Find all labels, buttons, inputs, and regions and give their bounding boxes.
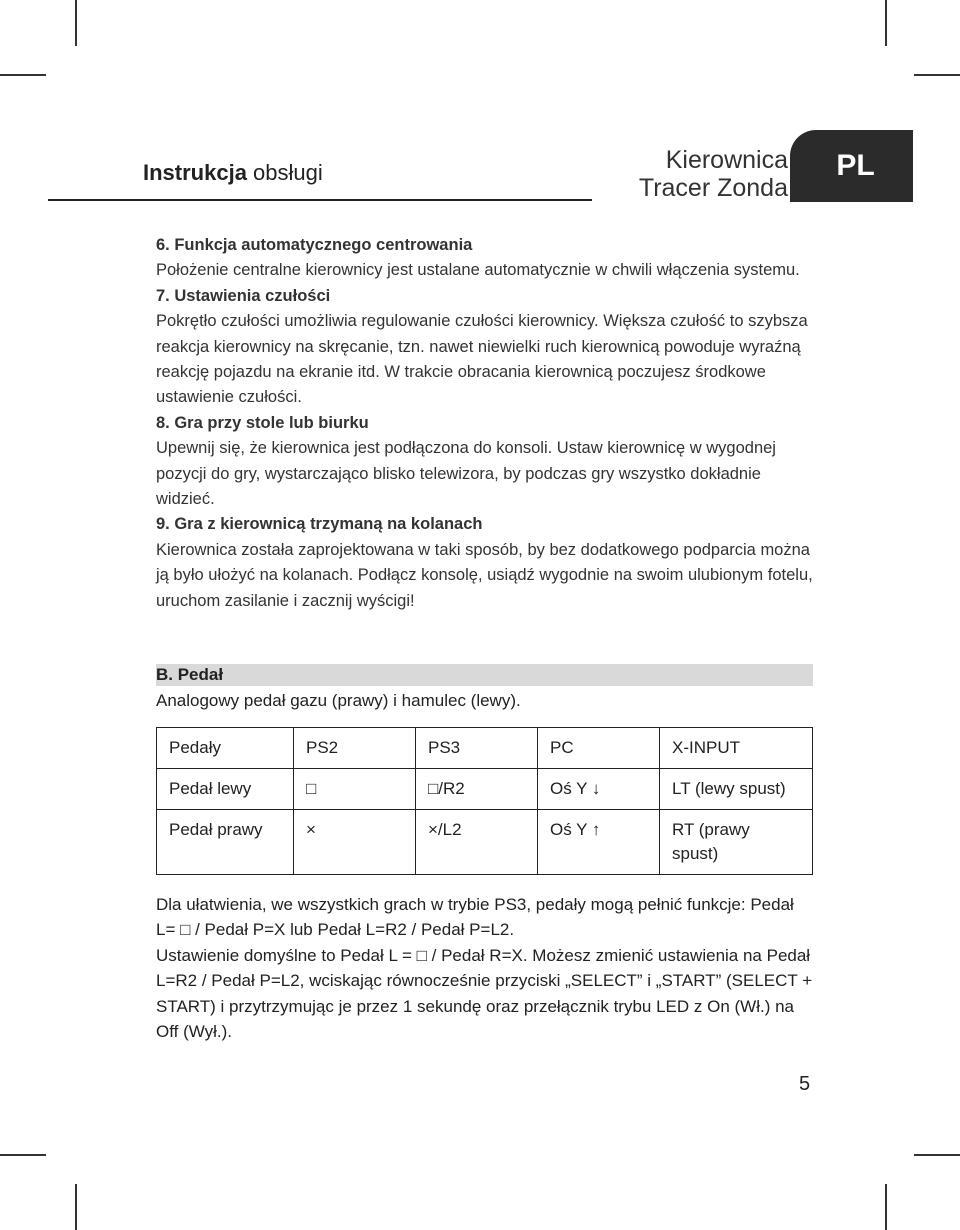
crop-mark-top-left <box>75 0 77 46</box>
main-content <box>156 233 816 614</box>
table-cell: Oś Y ↑ <box>538 810 660 875</box>
page-number: 5 <box>799 1073 811 1095</box>
pedal-note-2: Ustawienie domyślne to Pedał L = □ / Pedał R=X. Możesz zmienić ustawienia na Pedał L=R2 / Pedał P=L2, wciskając równocześnie przyciski „SELECT” i „START” (SELECT + START) i przytrzymując je przez 1 sekundę oraz przełącznik trybu LED z On (Wł.) na Off (Wył.). <box>156 945 813 1042</box>
table-cell: LT (lewy spust) <box>660 769 813 810</box>
table-row <box>157 810 813 875</box>
section-9-title: 9. Gra z kierownicą trzymaną na kolanach <box>156 515 483 534</box>
language-tab <box>790 130 913 202</box>
table-header-cell: PC <box>538 728 660 769</box>
product-name-line1: Kierownica <box>665 146 788 174</box>
section-b-subtitle: Analogowy pedał gazu (prawy) i hamulec (lewy). <box>156 691 521 710</box>
manual-title <box>143 160 323 186</box>
section-7-title: 7. Ustawienia czułości <box>156 286 331 305</box>
table-header-cell: Pedały <box>157 728 294 769</box>
section-8-title: 8. Gra przy stole lub biurku <box>156 413 369 432</box>
crop-mark-left-bottom <box>0 1154 46 1156</box>
language-code: PL <box>836 149 875 182</box>
crop-mark-top-right <box>885 0 887 46</box>
section-9-body: Kierownica została zaprojektowana w taki sposób, by bez dodatkowego podparcia można ją było ułożyć na kolanach. Podłącz konsolę, usiądź wygodnie na swoim ulubionym fotelu, uruchom zasilanie i zacznij wyścigi! <box>156 540 813 610</box>
header-rule <box>48 199 592 201</box>
table-cell: ×/L2 <box>416 810 538 875</box>
crop-mark-bottom-right <box>885 1184 887 1230</box>
table-cell: □ <box>294 769 416 810</box>
section-6-body: Położenie centralne kierownicy jest ustalane automatycznie w chwili włączenia systemu. <box>156 261 800 280</box>
manual-title-rest: obsługi <box>246 160 323 185</box>
product-name <box>639 146 788 202</box>
table-cell: RT (prawy spust) <box>660 810 813 875</box>
crop-mark-right-top <box>914 74 960 76</box>
table-header-row <box>157 728 813 769</box>
table-row <box>157 769 813 810</box>
section-7-body: Pokrętło czułości umożliwia regulowanie czułości kierownicy. Większa czułość to szybsza reakcja kierownicy na skręcanie, tzn. nawet niewielki ruch kierownicą powoduje wyraźną reakcję pojazdu na ekranie itd. W trakcie obracania kierownicą poczujesz środkowe ustawienie czułości. <box>156 312 808 407</box>
crop-mark-left-top <box>0 74 46 76</box>
table-cell: Pedał prawy <box>157 810 294 875</box>
section-8-body: Upewnij się, że kierownica jest podłączona do konsoli. Ustaw kierownicę w wygodnej pozycji do gry, wystarczająco blisko telewizora, by podczas gry wszystko dokładnie widzieć. <box>156 439 776 509</box>
crop-mark-right-bottom <box>914 1154 960 1156</box>
pedal-mapping-table <box>156 727 813 875</box>
pedal-notes <box>156 892 816 1044</box>
table-cell: Pedał lewy <box>157 769 294 810</box>
table-cell: □/R2 <box>416 769 538 810</box>
table-header-cell: PS3 <box>416 728 538 769</box>
section-6-title: 6. Funkcja automatycznego centrowania <box>156 236 473 254</box>
crop-mark-bottom-left <box>75 1184 77 1230</box>
section-b-title: B. Pedał <box>156 664 813 686</box>
manual-title-bold: Instrukcja <box>143 160 247 185</box>
pedal-note-1: Dla ułatwienia, we wszystkich grach w trybie PS3, pedały mogą pełnić funkcje: Pedał L= □ / Pedał P=X lub Pedał L=R2 / Pedał P=L2. <box>156 895 794 940</box>
table-cell: Oś Y ↓ <box>538 769 660 810</box>
table-header-cell: PS2 <box>294 728 416 769</box>
table-header-cell: X-INPUT <box>660 728 813 769</box>
product-name-line2: Tracer Zonda <box>638 174 788 202</box>
table-cell: × <box>294 810 416 875</box>
